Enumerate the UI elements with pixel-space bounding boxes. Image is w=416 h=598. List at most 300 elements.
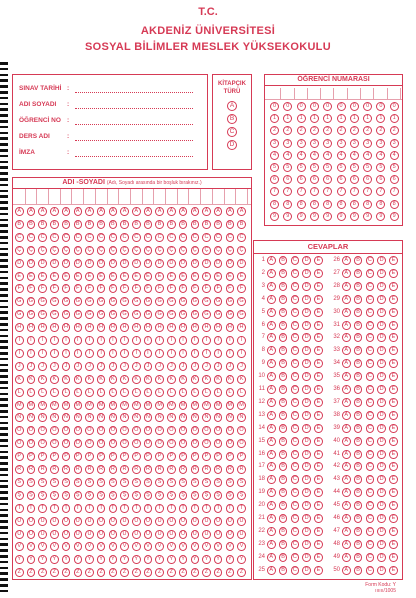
name-input-cell[interactable]	[26, 189, 38, 204]
answer-bubble[interactable]: D	[302, 398, 311, 407]
name-letter-bubble[interactable]: Ö	[202, 439, 211, 448]
answer-bubble[interactable]: C	[366, 321, 375, 330]
answer-bubble[interactable]: E	[389, 308, 398, 317]
student-number-bubble[interactable]: 3	[376, 139, 385, 148]
name-letter-bubble[interactable]: R	[167, 465, 176, 474]
name-letter-bubble[interactable]: D	[120, 259, 129, 268]
name-letter-bubble[interactable]: S	[226, 478, 235, 487]
name-letter-bubble[interactable]: N	[226, 413, 235, 422]
student-number-bubble[interactable]: 4	[337, 151, 346, 160]
answer-bubble[interactable]: E	[314, 321, 323, 330]
student-number-bubble[interactable]: 3	[350, 139, 359, 148]
name-letter-bubble[interactable]: M	[215, 401, 221, 408]
name-letter-bubble[interactable]: H	[85, 323, 94, 332]
answer-bubble[interactable]: E	[314, 566, 323, 575]
answer-bubble[interactable]: B	[354, 346, 363, 355]
name-letter-bubble[interactable]: E	[15, 272, 24, 281]
name-letter-bubble[interactable]: O	[191, 426, 200, 435]
name-letter-bubble[interactable]: Ç	[109, 246, 118, 255]
answer-bubble[interactable]: D	[302, 437, 311, 446]
answer-bubble[interactable]: A	[342, 346, 351, 355]
name-letter-bubble[interactable]: V	[144, 542, 153, 551]
name-letter-bubble[interactable]: Ç	[15, 246, 24, 255]
name-letter-bubble[interactable]: P	[74, 452, 83, 461]
name-letter-bubble[interactable]: U	[155, 517, 164, 526]
answer-bubble[interactable]: D	[377, 372, 386, 381]
name-letter-bubble[interactable]: H	[62, 323, 71, 332]
name-letter-bubble[interactable]: Ğ	[27, 310, 36, 319]
name-letter-bubble[interactable]: R	[97, 465, 106, 474]
student-number-bubble[interactable]: 6	[363, 175, 372, 184]
name-letter-bubble[interactable]: O	[50, 426, 59, 435]
answer-bubble[interactable]: A	[267, 372, 276, 381]
name-letter-bubble[interactable]: Ç	[155, 246, 164, 255]
answer-bubble[interactable]: D	[377, 424, 386, 433]
student-number-bubble[interactable]: 5	[390, 163, 399, 172]
name-letter-bubble[interactable]: O	[132, 426, 141, 435]
name-letter-bubble[interactable]: İ	[74, 349, 83, 358]
name-letter-bubble[interactable]: P	[50, 452, 59, 461]
name-letter-bubble[interactable]: Ü	[191, 530, 200, 539]
name-letter-bubble[interactable]: Ş	[109, 491, 118, 500]
name-letter-bubble[interactable]: G	[214, 297, 223, 306]
name-letter-bubble[interactable]: R	[191, 465, 200, 474]
answer-bubble[interactable]: C	[291, 346, 300, 355]
name-letter-bubble[interactable]: Ü	[50, 530, 59, 539]
name-letter-bubble[interactable]: T	[27, 504, 36, 513]
answer-bubble[interactable]: E	[389, 282, 398, 291]
name-letter-bubble[interactable]: R	[85, 465, 94, 474]
name-letter-bubble[interactable]: L	[85, 388, 94, 397]
name-letter-bubble[interactable]: D	[85, 259, 94, 268]
name-letter-bubble[interactable]: S	[62, 478, 71, 487]
name-letter-bubble[interactable]: İ	[97, 349, 106, 358]
answer-bubble[interactable]: B	[279, 359, 288, 368]
name-letter-bubble[interactable]: Ğ	[214, 310, 223, 319]
name-letter-bubble[interactable]: D	[155, 259, 164, 268]
student-number-bubble[interactable]: 3	[283, 139, 292, 148]
name-letter-bubble[interactable]: S	[179, 478, 188, 487]
name-letter-bubble[interactable]: S	[74, 478, 83, 487]
answer-bubble[interactable]: A	[342, 566, 351, 575]
answer-bubble[interactable]: A	[267, 566, 276, 575]
name-letter-bubble[interactable]: Y	[144, 555, 153, 564]
student-number-bubble[interactable]: 8	[350, 200, 359, 209]
student-number-bubble[interactable]: 3	[297, 139, 306, 148]
answer-bubble[interactable]: B	[354, 256, 363, 265]
answer-bubble[interactable]: E	[314, 488, 323, 497]
answer-bubble[interactable]: C	[366, 501, 375, 510]
name-letter-bubble[interactable]: S	[120, 478, 129, 487]
name-letter-bubble[interactable]: E	[214, 272, 223, 281]
answer-bubble[interactable]: D	[377, 385, 386, 394]
name-letter-bubble[interactable]: P	[120, 452, 129, 461]
name-letter-bubble[interactable]: F	[155, 284, 164, 293]
name-letter-bubble[interactable]: G	[120, 297, 129, 306]
name-letter-bubble[interactable]: T	[144, 504, 153, 513]
student-number-bubble[interactable]: 2	[310, 126, 319, 135]
name-letter-bubble[interactable]: Y	[155, 555, 164, 564]
name-letter-bubble[interactable]: G	[167, 297, 176, 306]
name-letter-bubble[interactable]: F	[237, 284, 246, 293]
student-number-bubble[interactable]: 7	[270, 187, 279, 196]
name-letter-bubble[interactable]: Z	[50, 568, 59, 577]
name-letter-bubble[interactable]: F	[109, 284, 118, 293]
name-letter-bubble[interactable]: F	[27, 284, 36, 293]
name-letter-bubble[interactable]: Ş	[38, 491, 47, 500]
name-letter-bubble[interactable]: J	[27, 362, 36, 371]
name-letter-bubble[interactable]: J	[15, 362, 24, 371]
name-letter-bubble[interactable]: M	[87, 401, 92, 408]
name-letter-bubble[interactable]: Ö	[85, 439, 94, 448]
name-letter-bubble[interactable]: Ü	[109, 530, 118, 539]
name-letter-bubble[interactable]: V	[74, 542, 83, 551]
name-letter-bubble[interactable]: N	[191, 413, 200, 422]
name-letter-bubble[interactable]: Ü	[97, 530, 106, 539]
name-letter-bubble[interactable]: K	[237, 375, 246, 384]
answer-bubble[interactable]: B	[354, 385, 363, 394]
name-letter-bubble[interactable]: M	[63, 401, 69, 408]
name-input-cell[interactable]	[14, 189, 26, 204]
name-letter-bubble[interactable]: V	[120, 542, 129, 551]
answer-bubble[interactable]: E	[314, 295, 323, 304]
name-input-cell[interactable]	[143, 189, 155, 204]
answer-bubble[interactable]: C	[366, 269, 375, 278]
answer-bubble[interactable]: A	[342, 269, 351, 278]
name-letter-bubble[interactable]: A	[214, 207, 223, 216]
name-letter-bubble[interactable]: P	[237, 452, 246, 461]
student-number-input-cell[interactable]	[281, 88, 294, 99]
name-letter-bubble[interactable]: Ğ	[237, 310, 246, 319]
student-number-bubble[interactable]: 5	[337, 163, 346, 172]
name-letter-bubble[interactable]: S	[97, 478, 106, 487]
name-letter-bubble[interactable]: F	[97, 284, 106, 293]
name-letter-bubble[interactable]: G	[50, 297, 59, 306]
name-letter-bubble[interactable]: G	[191, 297, 200, 306]
answer-bubble[interactable]: E	[389, 437, 398, 446]
name-input-cell[interactable]	[190, 189, 202, 204]
student-number-input-cell[interactable]	[295, 88, 308, 99]
name-letter-bubble[interactable]: B	[50, 220, 59, 229]
name-letter-bubble[interactable]: V	[85, 542, 94, 551]
name-letter-bubble[interactable]: İ	[179, 349, 188, 358]
name-letter-bubble[interactable]: Ü	[132, 530, 141, 539]
name-letter-bubble[interactable]: A	[179, 207, 188, 216]
name-letter-bubble[interactable]: S	[155, 478, 164, 487]
answer-bubble[interactable]: B	[279, 501, 288, 510]
name-letter-bubble[interactable]: D	[74, 259, 83, 268]
answer-bubble[interactable]: E	[314, 346, 323, 355]
answer-bubble[interactable]: B	[354, 321, 363, 330]
student-number-bubble[interactable]: 9	[350, 212, 359, 221]
name-letter-bubble[interactable]: U	[132, 517, 141, 526]
answer-bubble[interactable]: A	[342, 385, 351, 394]
student-number-bubble[interactable]: 8	[390, 200, 399, 209]
name-letter-bubble[interactable]: Ğ	[179, 310, 188, 319]
student-number-bubble[interactable]: 0	[310, 102, 319, 111]
name-letter-bubble[interactable]: T	[50, 504, 59, 513]
name-letter-bubble[interactable]: L	[226, 388, 235, 397]
name-letter-bubble[interactable]: I	[27, 336, 36, 345]
name-letter-bubble[interactable]: Ğ	[50, 310, 59, 319]
name-letter-bubble[interactable]: C	[120, 233, 129, 242]
booklet-type-bubble[interactable]: D	[227, 140, 237, 150]
answer-bubble[interactable]: D	[377, 256, 386, 265]
info-field-input[interactable]	[75, 140, 193, 141]
name-letter-bubble[interactable]: Ç	[179, 246, 188, 255]
name-letter-bubble[interactable]: V	[226, 542, 235, 551]
student-number-bubble[interactable]: 9	[390, 212, 399, 221]
name-letter-bubble[interactable]: N	[38, 413, 47, 422]
name-letter-bubble[interactable]: H	[226, 323, 235, 332]
student-number-bubble[interactable]: 6	[270, 175, 279, 184]
name-letter-bubble[interactable]: J	[38, 362, 47, 371]
answer-bubble[interactable]: A	[267, 462, 276, 471]
answer-bubble[interactable]: B	[279, 411, 288, 420]
answer-bubble[interactable]: A	[267, 308, 276, 317]
name-letter-bubble[interactable]: Y	[97, 555, 106, 564]
name-letter-bubble[interactable]: M	[133, 401, 139, 408]
answer-bubble[interactable]: B	[279, 256, 288, 265]
name-letter-bubble[interactable]: İ	[85, 349, 94, 358]
name-letter-bubble[interactable]: Ç	[74, 246, 83, 255]
name-letter-bubble[interactable]: Y	[85, 555, 94, 564]
name-letter-bubble[interactable]: Ç	[214, 246, 223, 255]
answer-bubble[interactable]: E	[389, 462, 398, 471]
answer-bubble[interactable]: C	[291, 475, 300, 484]
student-number-bubble[interactable]: 2	[270, 126, 279, 135]
name-letter-bubble[interactable]: Y	[179, 555, 188, 564]
name-letter-bubble[interactable]: M	[110, 401, 116, 408]
answer-bubble[interactable]: D	[377, 540, 386, 549]
answer-bubble[interactable]: B	[354, 475, 363, 484]
student-number-bubble[interactable]: 7	[390, 187, 399, 196]
name-letter-bubble[interactable]: J	[237, 362, 246, 371]
name-letter-bubble[interactable]: O	[179, 426, 188, 435]
name-letter-bubble[interactable]: Ş	[155, 491, 164, 500]
student-number-bubble[interactable]: 7	[376, 187, 385, 196]
answer-bubble[interactable]: B	[354, 540, 363, 549]
name-letter-bubble[interactable]: K	[109, 375, 118, 384]
answer-bubble[interactable]: D	[377, 321, 386, 330]
name-letter-bubble[interactable]: K	[191, 375, 200, 384]
name-letter-bubble[interactable]: S	[109, 478, 118, 487]
name-letter-bubble[interactable]: U	[97, 517, 106, 526]
name-letter-bubble[interactable]: A	[62, 207, 71, 216]
answer-bubble[interactable]: D	[377, 475, 386, 484]
name-letter-bubble[interactable]: E	[50, 272, 59, 281]
name-letter-bubble[interactable]: Ö	[15, 439, 24, 448]
name-letter-bubble[interactable]: V	[62, 542, 71, 551]
student-number-bubble[interactable]: 4	[270, 151, 279, 160]
name-letter-bubble[interactable]: F	[132, 284, 141, 293]
answer-bubble[interactable]: C	[366, 385, 375, 394]
name-letter-bubble[interactable]: C	[38, 233, 47, 242]
answer-bubble[interactable]: B	[354, 269, 363, 278]
name-letter-bubble[interactable]: R	[27, 465, 36, 474]
student-number-bubble[interactable]: 1	[310, 114, 319, 123]
name-letter-bubble[interactable]: D	[144, 259, 153, 268]
name-letter-bubble[interactable]: E	[191, 272, 200, 281]
name-letter-bubble[interactable]: L	[109, 388, 118, 397]
student-number-bubble[interactable]: 4	[363, 151, 372, 160]
name-letter-bubble[interactable]: Ş	[120, 491, 129, 500]
answer-bubble[interactable]: A	[342, 398, 351, 407]
name-letter-bubble[interactable]: K	[132, 375, 141, 384]
answer-bubble[interactable]: C	[366, 475, 375, 484]
name-letter-bubble[interactable]: J	[120, 362, 129, 371]
name-letter-bubble[interactable]: Ğ	[85, 310, 94, 319]
answer-bubble[interactable]: D	[377, 501, 386, 510]
name-letter-bubble[interactable]: B	[85, 220, 94, 229]
name-letter-bubble[interactable]: A	[15, 207, 24, 216]
name-letter-bubble[interactable]: Z	[132, 568, 141, 577]
name-letter-bubble[interactable]: K	[226, 375, 235, 384]
name-letter-bubble[interactable]: U	[167, 517, 176, 526]
student-number-bubble[interactable]: 9	[363, 212, 372, 221]
answer-bubble[interactable]: C	[366, 450, 375, 459]
name-letter-bubble[interactable]: J	[109, 362, 118, 371]
name-letter-bubble[interactable]: P	[38, 452, 47, 461]
student-number-bubble[interactable]: 7	[350, 187, 359, 196]
name-letter-bubble[interactable]: V	[38, 542, 47, 551]
name-letter-bubble[interactable]: G	[109, 297, 118, 306]
name-letter-bubble[interactable]: J	[155, 362, 164, 371]
answer-bubble[interactable]: B	[354, 450, 363, 459]
answer-bubble[interactable]: B	[354, 527, 363, 536]
name-letter-bubble[interactable]: E	[74, 272, 83, 281]
name-letter-bubble[interactable]: K	[62, 375, 71, 384]
name-letter-bubble[interactable]: R	[74, 465, 83, 474]
answer-bubble[interactable]: C	[291, 282, 300, 291]
answer-bubble[interactable]: D	[377, 566, 386, 575]
answer-bubble[interactable]: A	[342, 514, 351, 523]
answer-bubble[interactable]: E	[314, 372, 323, 381]
answer-bubble[interactable]: B	[279, 540, 288, 549]
student-number-bubble[interactable]: 7	[283, 187, 292, 196]
name-letter-bubble[interactable]: F	[74, 284, 83, 293]
name-letter-bubble[interactable]: V	[167, 542, 176, 551]
name-letter-bubble[interactable]: C	[167, 233, 176, 242]
name-letter-bubble[interactable]: C	[62, 233, 71, 242]
name-input-cell[interactable]	[108, 189, 120, 204]
answer-bubble[interactable]: C	[291, 321, 300, 330]
name-letter-bubble[interactable]: Ğ	[38, 310, 47, 319]
answer-bubble[interactable]: A	[342, 295, 351, 304]
name-letter-bubble[interactable]: Ö	[38, 439, 47, 448]
name-input-cell[interactable]	[213, 189, 225, 204]
name-letter-bubble[interactable]: I	[109, 336, 118, 345]
name-letter-bubble[interactable]: Z	[179, 568, 188, 577]
name-letter-bubble[interactable]: L	[202, 388, 211, 397]
name-letter-bubble[interactable]: O	[62, 426, 71, 435]
name-letter-bubble[interactable]: Ü	[167, 530, 176, 539]
name-input-cell[interactable]	[225, 189, 237, 204]
student-number-bubble[interactable]: 5	[310, 163, 319, 172]
name-letter-bubble[interactable]: V	[237, 542, 246, 551]
name-letter-bubble[interactable]: İ	[38, 349, 47, 358]
name-letter-bubble[interactable]: M	[28, 401, 34, 408]
student-number-bubble[interactable]: 2	[363, 126, 372, 135]
name-letter-bubble[interactable]: N	[214, 413, 223, 422]
answer-bubble[interactable]: B	[354, 372, 363, 381]
name-letter-bubble[interactable]: T	[74, 504, 83, 513]
name-letter-bubble[interactable]: N	[74, 413, 83, 422]
student-number-bubble[interactable]: 2	[390, 126, 399, 135]
name-letter-bubble[interactable]: J	[74, 362, 83, 371]
name-letter-bubble[interactable]: Ç	[62, 246, 71, 255]
name-input-cell[interactable]	[119, 189, 131, 204]
student-number-bubble[interactable]: 2	[376, 126, 385, 135]
name-letter-bubble[interactable]: B	[179, 220, 188, 229]
name-letter-bubble[interactable]: B	[202, 220, 211, 229]
name-letter-bubble[interactable]: A	[237, 207, 246, 216]
name-letter-bubble[interactable]: E	[202, 272, 211, 281]
name-letter-bubble[interactable]: R	[237, 465, 246, 474]
student-number-input-cell[interactable]	[348, 88, 361, 99]
answer-bubble[interactable]: E	[314, 282, 323, 291]
name-letter-bubble[interactable]: K	[15, 375, 24, 384]
answer-bubble[interactable]: A	[267, 501, 276, 510]
name-letter-bubble[interactable]: L	[15, 388, 24, 397]
name-letter-bubble[interactable]: I	[132, 336, 141, 345]
answer-bubble[interactable]: A	[342, 256, 351, 265]
answer-bubble[interactable]: D	[377, 462, 386, 471]
name-letter-bubble[interactable]: L	[62, 388, 71, 397]
name-letter-bubble[interactable]: F	[15, 284, 24, 293]
answer-bubble[interactable]: C	[366, 514, 375, 523]
name-letter-bubble[interactable]: F	[38, 284, 47, 293]
answer-bubble[interactable]: A	[267, 450, 276, 459]
name-letter-bubble[interactable]: T	[132, 504, 141, 513]
answer-bubble[interactable]: A	[342, 540, 351, 549]
name-letter-bubble[interactable]: U	[27, 517, 36, 526]
answer-bubble[interactable]: D	[302, 282, 311, 291]
answer-bubble[interactable]: D	[302, 475, 311, 484]
name-letter-bubble[interactable]: P	[85, 452, 94, 461]
student-number-bubble[interactable]: 6	[376, 175, 385, 184]
name-letter-bubble[interactable]: Ğ	[144, 310, 153, 319]
answer-bubble[interactable]: A	[267, 488, 276, 497]
name-letter-bubble[interactable]: K	[38, 375, 47, 384]
name-letter-bubble[interactable]: H	[191, 323, 200, 332]
name-letter-bubble[interactable]: Ş	[144, 491, 153, 500]
name-letter-bubble[interactable]: G	[179, 297, 188, 306]
name-letter-bubble[interactable]: Z	[85, 568, 94, 577]
answer-bubble[interactable]: A	[267, 553, 276, 562]
student-number-bubble[interactable]: 2	[297, 126, 306, 135]
name-letter-bubble[interactable]: B	[226, 220, 235, 229]
name-letter-bubble[interactable]: T	[97, 504, 106, 513]
name-letter-bubble[interactable]: M	[239, 401, 244, 408]
student-number-bubble[interactable]: 6	[350, 175, 359, 184]
name-letter-bubble[interactable]: B	[97, 220, 106, 229]
name-letter-bubble[interactable]: U	[202, 517, 211, 526]
name-letter-bubble[interactable]: A	[120, 207, 129, 216]
name-letter-bubble[interactable]: E	[132, 272, 141, 281]
name-letter-bubble[interactable]: T	[237, 504, 246, 513]
name-letter-bubble[interactable]: M	[180, 401, 186, 408]
student-number-input-cell[interactable]	[308, 88, 321, 99]
answer-bubble[interactable]: E	[314, 553, 323, 562]
name-letter-bubble[interactable]: L	[27, 388, 36, 397]
student-number-bubble[interactable]: 0	[323, 102, 332, 111]
name-letter-bubble[interactable]: V	[27, 542, 36, 551]
name-letter-bubble[interactable]: Ğ	[97, 310, 106, 319]
name-letter-bubble[interactable]: S	[38, 478, 47, 487]
answer-bubble[interactable]: B	[354, 308, 363, 317]
name-letter-bubble[interactable]: İ	[15, 349, 24, 358]
